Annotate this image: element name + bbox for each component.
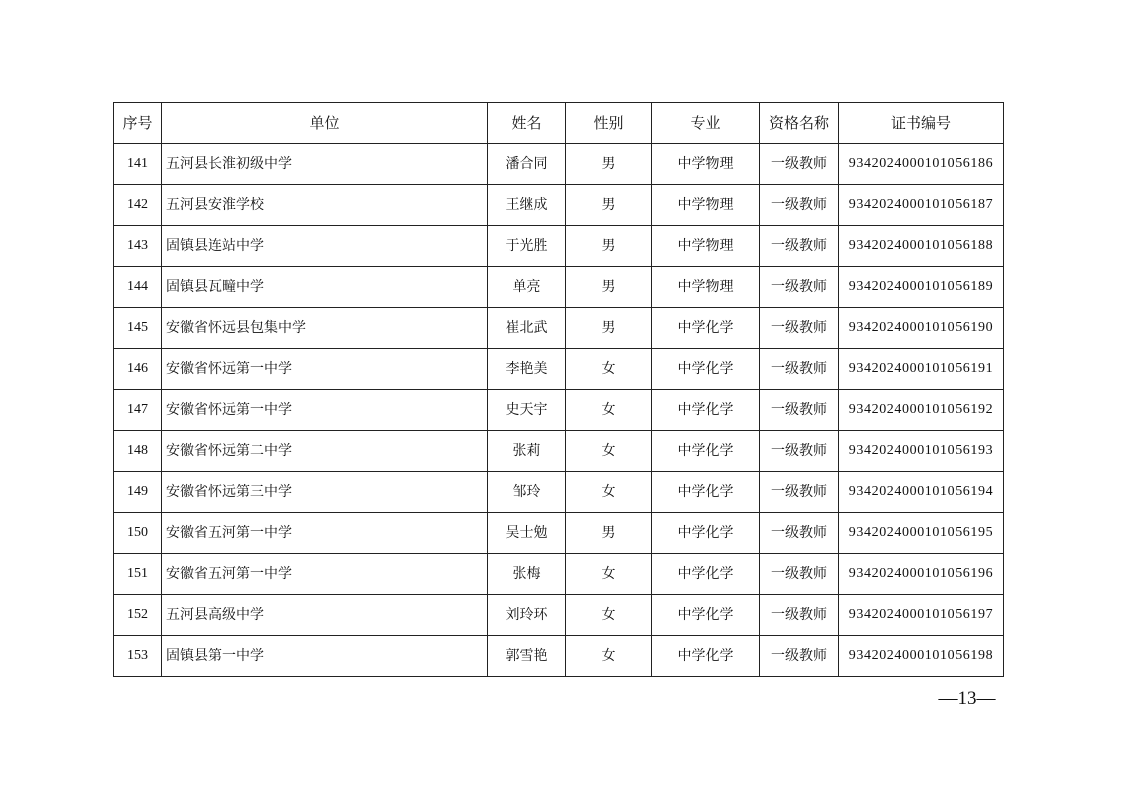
roster-body [114,144,1004,677]
cell-major: 中学化学 [652,472,760,513]
table-row [114,472,1004,513]
cell-name: 邹玲 [488,472,566,513]
cell-unit: 五河县安淮学校 [162,185,488,226]
cell-seq: 151 [114,554,162,595]
header-unit: 单位 [162,103,488,144]
cell-gender: 男 [566,185,652,226]
table-row [114,513,1004,554]
cell-seq: 148 [114,431,162,472]
header-seq: 序号 [114,103,162,144]
cell-name: 张梅 [488,554,566,595]
cell-major: 中学物理 [652,144,760,185]
header-row [114,103,1004,144]
cell-certificate: 9342024000101056194 [839,472,1004,513]
cell-major: 中学化学 [652,636,760,677]
cell-gender: 女 [566,431,652,472]
cell-name: 李艳美 [488,349,566,390]
cell-unit: 安徽省怀远第三中学 [162,472,488,513]
table-row [114,185,1004,226]
cell-certificate: 9342024000101056191 [839,349,1004,390]
cell-qualification: 一级教师 [760,226,839,267]
cell-qualification: 一级教师 [760,554,839,595]
cell-gender: 男 [566,226,652,267]
cell-qualification: 一级教师 [760,308,839,349]
cell-seq: 149 [114,472,162,513]
cell-name: 史天宇 [488,390,566,431]
cell-name: 王继成 [488,185,566,226]
cell-qualification: 一级教师 [760,513,839,554]
header-certificate: 证书编号 [839,103,1004,144]
cell-gender: 女 [566,472,652,513]
cell-seq: 147 [114,390,162,431]
cell-gender: 女 [566,636,652,677]
cell-gender: 男 [566,267,652,308]
cell-seq: 142 [114,185,162,226]
table-row [114,267,1004,308]
cell-seq: 144 [114,267,162,308]
cell-seq: 150 [114,513,162,554]
cell-unit: 固镇县瓦疃中学 [162,267,488,308]
cell-certificate: 9342024000101056188 [839,226,1004,267]
cell-seq: 141 [114,144,162,185]
cell-certificate: 9342024000101056190 [839,308,1004,349]
cell-gender: 男 [566,308,652,349]
cell-major: 中学化学 [652,595,760,636]
cell-seq: 145 [114,308,162,349]
cell-qualification: 一级教师 [760,185,839,226]
header-gender: 性别 [566,103,652,144]
cell-major: 中学化学 [652,431,760,472]
cell-name: 潘合同 [488,144,566,185]
cell-certificate: 9342024000101056192 [839,390,1004,431]
cell-name: 吴士勉 [488,513,566,554]
cell-name: 郭雪艳 [488,636,566,677]
cell-qualification: 一级教师 [760,472,839,513]
cell-name: 刘玲环 [488,595,566,636]
cell-certificate: 9342024000101056198 [839,636,1004,677]
cell-gender: 女 [566,349,652,390]
cell-major: 中学化学 [652,308,760,349]
cell-qualification: 一级教师 [760,431,839,472]
cell-qualification: 一级教师 [760,595,839,636]
table-row [114,595,1004,636]
cell-certificate: 9342024000101056193 [839,431,1004,472]
cell-unit: 安徽省五河第一中学 [162,513,488,554]
cell-major: 中学化学 [652,554,760,595]
cell-qualification: 一级教师 [760,144,839,185]
cell-gender: 女 [566,595,652,636]
cell-unit: 五河县高级中学 [162,595,488,636]
cell-certificate: 9342024000101056197 [839,595,1004,636]
cell-gender: 女 [566,390,652,431]
roster-table [113,102,1004,677]
cell-qualification: 一级教师 [760,267,839,308]
cell-certificate: 9342024000101056187 [839,185,1004,226]
cell-major: 中学化学 [652,349,760,390]
cell-name: 张莉 [488,431,566,472]
cell-seq: 146 [114,349,162,390]
cell-name: 单亮 [488,267,566,308]
cell-gender: 男 [566,144,652,185]
cell-major: 中学物理 [652,226,760,267]
cell-unit: 安徽省怀远第一中学 [162,349,488,390]
cell-qualification: 一级教师 [760,390,839,431]
cell-unit: 固镇县第一中学 [162,636,488,677]
cell-unit: 安徽省怀远县包集中学 [162,308,488,349]
cell-gender: 男 [566,513,652,554]
cell-certificate: 9342024000101056189 [839,267,1004,308]
table-row [114,144,1004,185]
table-row [114,390,1004,431]
cell-certificate: 9342024000101056196 [839,554,1004,595]
cell-gender: 女 [566,554,652,595]
cell-name: 崔北武 [488,308,566,349]
cell-certificate: 9342024000101056195 [839,513,1004,554]
cell-unit: 安徽省五河第一中学 [162,554,488,595]
cell-seq: 143 [114,226,162,267]
table-row [114,431,1004,472]
cell-unit: 安徽省怀远第二中学 [162,431,488,472]
header-name: 姓名 [488,103,566,144]
cell-major: 中学物理 [652,185,760,226]
cell-major: 中学化学 [652,513,760,554]
cell-major: 中学物理 [652,267,760,308]
cell-unit: 五河县长淮初级中学 [162,144,488,185]
cell-qualification: 一级教师 [760,349,839,390]
cell-name: 于光胜 [488,226,566,267]
page-number: —13— [938,688,996,709]
table-row [114,308,1004,349]
table-row [114,349,1004,390]
header-qualification: 资格名称 [760,103,839,144]
header-major: 专业 [652,103,760,144]
table-row [114,554,1004,595]
cell-qualification: 一级教师 [760,636,839,677]
cell-unit: 固镇县连站中学 [162,226,488,267]
cell-unit: 安徽省怀远第一中学 [162,390,488,431]
cell-certificate: 9342024000101056186 [839,144,1004,185]
table-row [114,226,1004,267]
cell-seq: 153 [114,636,162,677]
cell-major: 中学化学 [652,390,760,431]
table-row [114,636,1004,677]
cell-seq: 152 [114,595,162,636]
